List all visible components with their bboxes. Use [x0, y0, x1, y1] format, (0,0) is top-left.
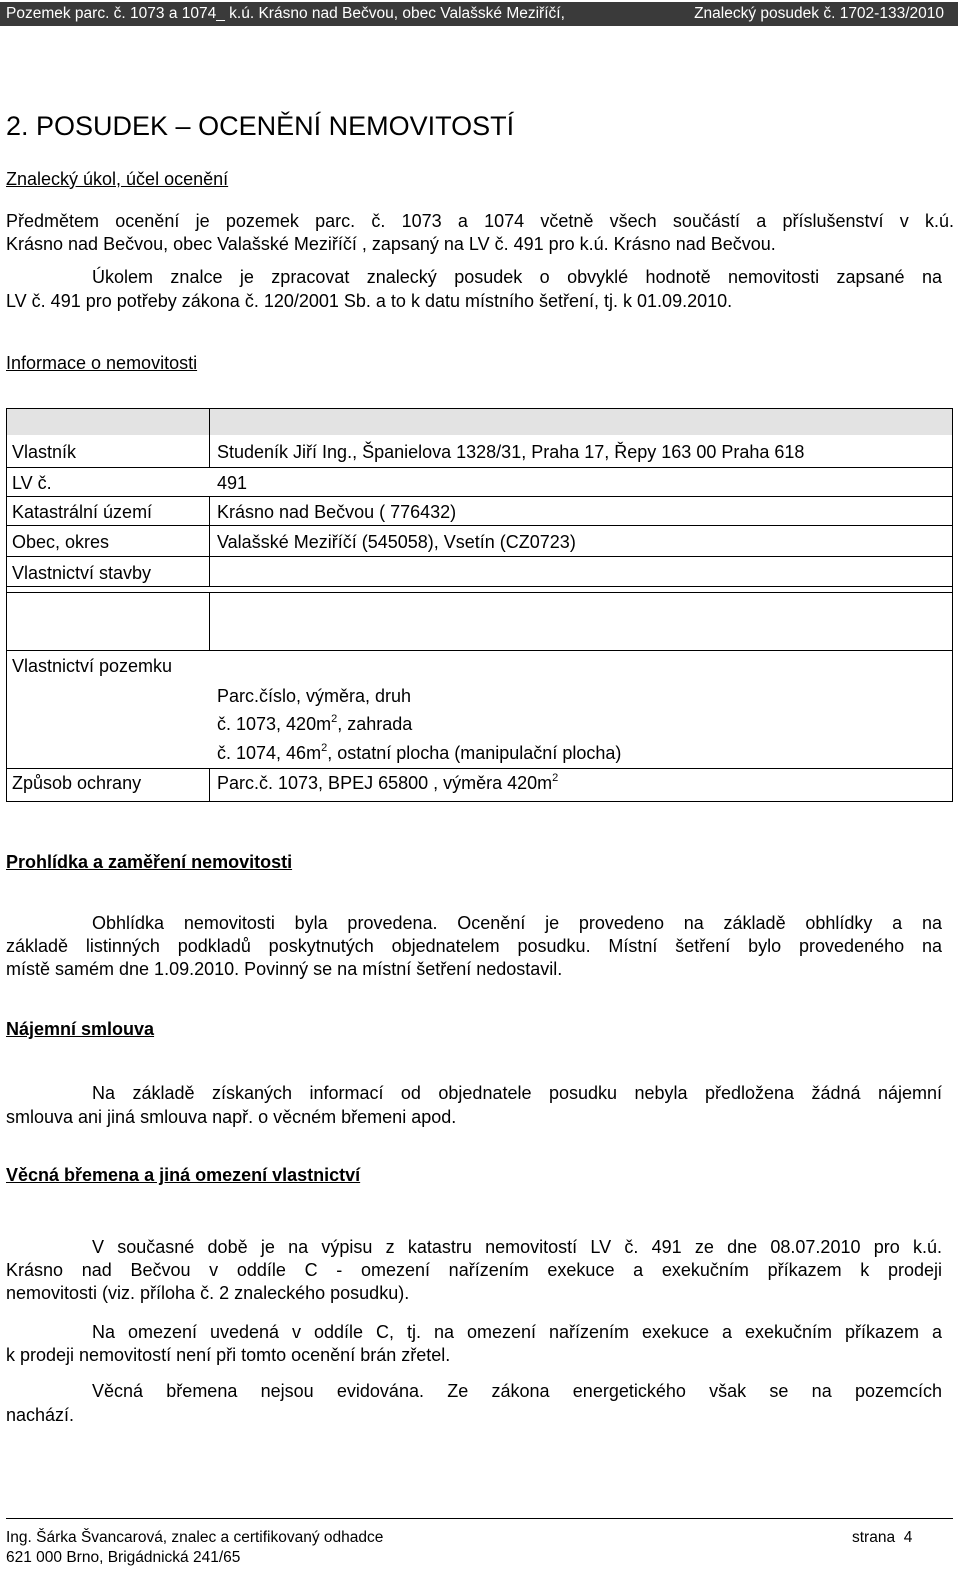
table-rule: [6, 525, 953, 526]
footer-page: strana 4: [852, 1529, 913, 1546]
protection-value: Parc.č. 1073, BPEJ 65800 , výměra $420m^2$: [217, 772, 559, 793]
lv-value: 491: [217, 473, 248, 493]
page-header: [0, 2, 958, 26]
table-rule: [6, 592, 953, 593]
easements-p1-line-2: Krásno nad Bečvou v oddíle C - omezení nařízením exekuce a exekučním příkazem k prodeji: [6, 1260, 942, 1280]
table-rule: [6, 496, 953, 497]
section-title: 2. POSUDEK – OCENĚNÍ NEMOVITOSTÍ: [6, 111, 515, 141]
easements-heading: Věcná břemena a jiná omezení vlastnictví: [6, 1165, 361, 1185]
building-ownership-label: Vlastnictví stavby: [12, 563, 152, 583]
page-number: 4: [903, 1529, 913, 1546]
owner-label: Vlastník: [12, 442, 77, 462]
inspection-line-3: místě samém dne 1.09.2010. Povinný se na místní šetření nedostavil.: [6, 959, 563, 979]
task-line-2: Krásno nad Bečvou, obec Valašské Meziříčí , zapsaný na LV č. 491 pro k.ú. Krásno nad Bečvou.: [6, 234, 776, 254]
land-columns-head: Parc.číslo, výměra, druh: [217, 686, 412, 706]
easements-p2-line-1: Na omezení uvedená v oddíle C, tj. na omezení nařízením exekuce a exekučním příkazem a: [92, 1322, 942, 1342]
table-rule: [6, 768, 953, 769]
table-divider: [209, 592, 210, 650]
easements-p1-line-1: V současné době je na výpisu z katastru nemovitostí LV č. 491 ze dne 08.07.2010 pro k.ú.: [92, 1237, 942, 1257]
table-rule: [6, 650, 953, 651]
footer-author: Ing. Šárka Švancarová, znalec a certifikovaný odhadce: [6, 1529, 384, 1546]
cadastre-label: Katastrální území: [12, 502, 153, 522]
footer-address: 621 000 Brno, Brigádnická 241/65: [6, 1549, 241, 1566]
table-rule: [6, 586, 953, 587]
header-right-text: Znalecký posudek č. 1702-133/2010: [694, 5, 944, 22]
header-left-text: Pozemek parc. č. 1073 a 1074_ k.ú. Krásno nad Bečvou, obec Valašské Meziříčí,: [6, 5, 565, 22]
easements-p2-line-2: k prodeji nemovitostí není při tomto ocenění brán zřetel.: [6, 1345, 451, 1365]
lease-line-1: Na základě získaných informací od objednatele posudku nebyla předložena žádná nájemní: [92, 1083, 942, 1103]
table-divider: [209, 496, 210, 586]
table-divider: [209, 768, 210, 802]
inspection-heading: Prohlídka a zaměření nemovitosti: [6, 852, 293, 872]
easements-p3-line-1: Věcná břemena nejsou evidována. Ze zákona energetického však se na pozemcích: [92, 1381, 942, 1401]
protection-label: Způsob ochrany: [12, 773, 142, 793]
inspection-line-2: základě listinných podkladů poskytnutých objednatelem posudku. Místní šetření bylo provedeného na: [6, 936, 942, 956]
municipality-label: Obec, okres: [12, 532, 110, 552]
cadastre-value: Krásno nad Bečvou ( 776432): [217, 502, 457, 522]
municipality-value: Valašské Meziříčí (545058), Vsetín (CZ0723): [217, 532, 576, 552]
easements-p1-line-3: nemovitosti (viz. příloha č. 2 znaleckého posudku).: [6, 1283, 410, 1303]
table-divider: [209, 408, 210, 467]
footer-rule: [6, 1518, 953, 1519]
info-heading: Informace o nemovitosti: [6, 353, 198, 373]
inspection-line-1: Obhlídka nemovitosti byla provedena. Ocenění je provedeno na základě obhlídky a na: [92, 913, 942, 933]
easements-p3-line-2: nachází.: [6, 1405, 75, 1425]
table-rule: [6, 467, 953, 468]
task-line-4: LV č. 491 pro potřeby zákona č. 120/2001 Sb. a to k datu místního šetření, tj. k 01.09.2010.: [6, 291, 733, 311]
task-heading: Znalecký úkol, účel ocenění: [6, 169, 229, 189]
lease-heading: Nájemní smlouva: [6, 1019, 155, 1039]
lv-label: LV č.: [12, 473, 52, 493]
owner-value: Studeník Jiří Ing., Španielova 1328/31, Praha 17, Řepy 163 00 Praha 618: [217, 442, 805, 462]
task-line-3: Úkolem znalce je zpracovat znalecký posudek o obvyklé hodnotě nemovitosti zapsané na: [92, 267, 942, 287]
land-ownership-label: Vlastnictví pozemku: [12, 656, 173, 676]
land-parcel-1074: č. 1074, $46m^2$, ostatní plocha (manipulační plocha): [217, 742, 622, 763]
table-rule: [6, 556, 953, 557]
land-parcel-1073: č. 1073, $420m^2$, zahrada: [217, 713, 413, 734]
task-line-1: Předmětem ocenění je pozemek parc. č. 1073 a 1074 včetně všech součástí a příslušenství v k.ú.: [6, 211, 954, 231]
lease-line-2: smlouva ani jiná smlouva např. o věcném břemeni apod.: [6, 1107, 457, 1127]
